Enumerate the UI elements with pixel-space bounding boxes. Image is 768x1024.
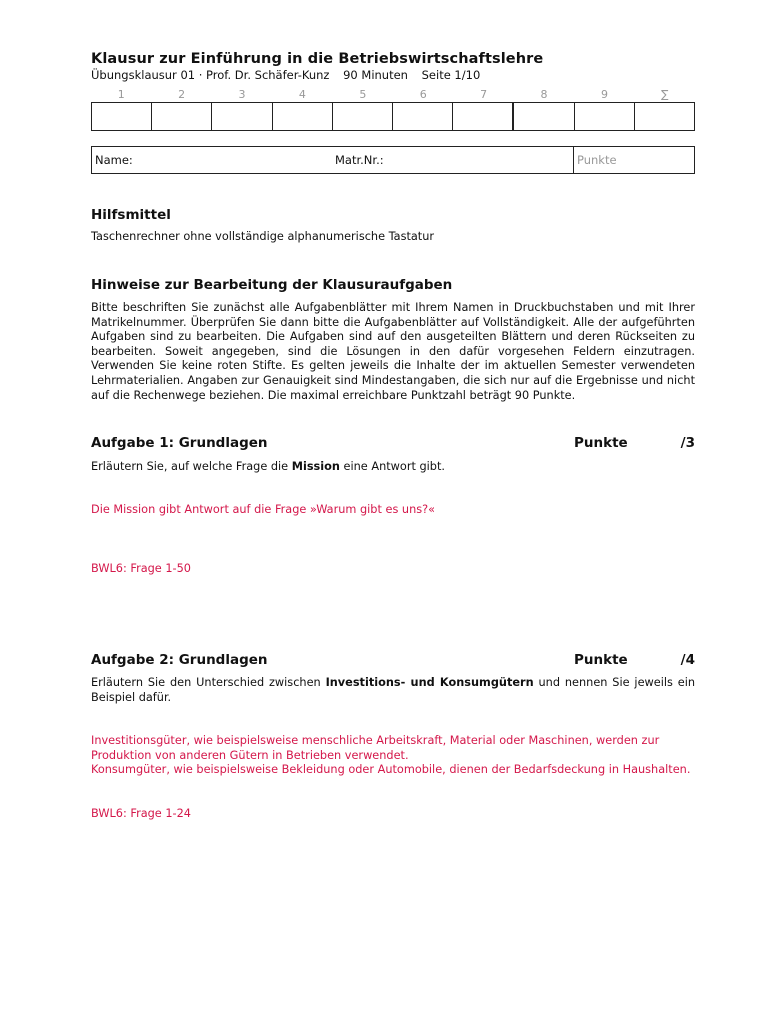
exam-name: Übungsklausur 01 · Prof. Dr. Schäfer-Kunz <box>91 68 330 82</box>
question-text: Erläutern Sie, auf welche Frage die <box>91 460 292 473</box>
exam-title: Klausur zur Einführung in die Betriebswirtschaftslehre <box>91 51 544 67</box>
matr-nr-label: Matr.Nr.: <box>335 153 384 167</box>
question-text: eine Antwort gibt. <box>339 460 445 473</box>
score-cell[interactable] <box>211 103 271 130</box>
total-points-placeholder: Punkte <box>577 153 617 167</box>
question-keyword: Mission <box>291 460 340 473</box>
task-1-header <box>91 435 695 453</box>
score-column-label: 8 <box>540 88 548 101</box>
aids-heading: Hilfsmittel <box>91 207 171 223</box>
task-2-reference: BWL6: Frage 1-24 <box>91 807 191 820</box>
exam-subtitle <box>91 68 490 82</box>
task-1-answer: Die Mission gibt Antwort auf die Frage »Warum gibt es uns?« <box>91 503 436 516</box>
task-2-header <box>91 652 695 670</box>
instructions-heading: Hinweise zur Bearbeitung der Klausuraufgaben <box>91 277 453 293</box>
name-label: Name: <box>95 153 133 167</box>
score-column-label: 6 <box>419 88 427 101</box>
aids-text: Taschenrechner ohne vollständige alphanumerische Tastatur <box>91 230 435 243</box>
task-1-question <box>91 460 695 475</box>
answer-line: Investitionsgüter, wie beispielsweise menschliche Arbeitskraft, Material oder Maschinen, werden zur Produktion von anderen Gütern in Betrieben verwendet. <box>91 734 660 762</box>
score-cell-sum[interactable] <box>634 103 694 130</box>
score-column-label: 1 <box>117 88 125 101</box>
exam-duration: 90 Minuten <box>343 68 408 82</box>
score-grid <box>91 102 695 131</box>
score-column-label: 2 <box>178 88 186 101</box>
score-cell[interactable] <box>392 103 452 130</box>
score-cell[interactable] <box>151 103 211 130</box>
task-1-title: Aufgabe 1: Grundlagen <box>91 435 268 451</box>
task-1-points-label: Punkte <box>574 435 628 451</box>
task-2-answer <box>91 734 695 778</box>
task-2-question <box>91 676 695 705</box>
instructions-text: Bitte beschriften Sie zunächst alle Aufgabenblätter mit Ihrem Namen in Druckbuchstaben und mit Ihrer Matrikelnummer. Überprüfen Sie dann bitte die Aufgabenblätter auf Vollständigkeit. Alle der aufgeführten Aufgaben sind zu bearbeiten. Die Aufgaben sind auf den ausgeteilten Blättern und deren Rückseiten zu bearbeiten. Soweit angegeben, sind die Lösungen in den dafür vorgesehen Feldern einzutragen. Verwenden Sie keine roten Stifte. Es gelten jeweils die Inhalte der im aktuellen Semester verwendeten Lehrmaterialien. Angaben zur Genauigkeit sind Mindestangaben, die sich nur auf die Ergebnisse und nicht auf die Rechenwege beziehen. Die maximal erreichbare Punktzahl beträgt 90 Punkte. <box>91 301 695 402</box>
task-1-max-points: /3 <box>680 435 695 451</box>
task-1-reference: BWL6: Frage 1-50 <box>91 562 191 575</box>
score-column-label: 4 <box>298 88 306 101</box>
question-keyword: Investitions- und Konsumgütern <box>325 676 534 689</box>
page-number: Seite 1/10 <box>421 68 481 82</box>
score-column-label: 7 <box>480 88 488 101</box>
task-2-points-label: Punkte <box>574 652 628 668</box>
score-column-label: 3 <box>238 88 246 101</box>
score-cell[interactable] <box>92 103 151 130</box>
task-2-max-points: /4 <box>680 652 695 668</box>
total-points-field[interactable] <box>573 147 695 173</box>
student-info-row <box>91 146 695 174</box>
score-cell[interactable] <box>452 103 512 130</box>
score-column-label: 9 <box>600 88 608 101</box>
score-cell[interactable] <box>574 103 634 130</box>
score-cell[interactable] <box>332 103 392 130</box>
score-grid-header <box>91 88 695 101</box>
question-text: und nennen Sie jeweils ein Beispiel dafür. <box>91 676 696 704</box>
score-cell[interactable] <box>272 103 332 130</box>
score-cell[interactable] <box>512 103 573 130</box>
answer-line: Konsumgüter, wie beispielsweise Bekleidung oder Automobile, dienen der Bedarfsdeckung in Haushalten. <box>91 763 691 777</box>
question-text: Erläutern Sie den Unterschied zwischen <box>91 676 326 689</box>
score-column-label-sum: ∑ <box>661 88 669 101</box>
task-2-title: Aufgabe 2: Grundlagen <box>91 652 268 668</box>
score-column-label: 5 <box>359 88 367 101</box>
